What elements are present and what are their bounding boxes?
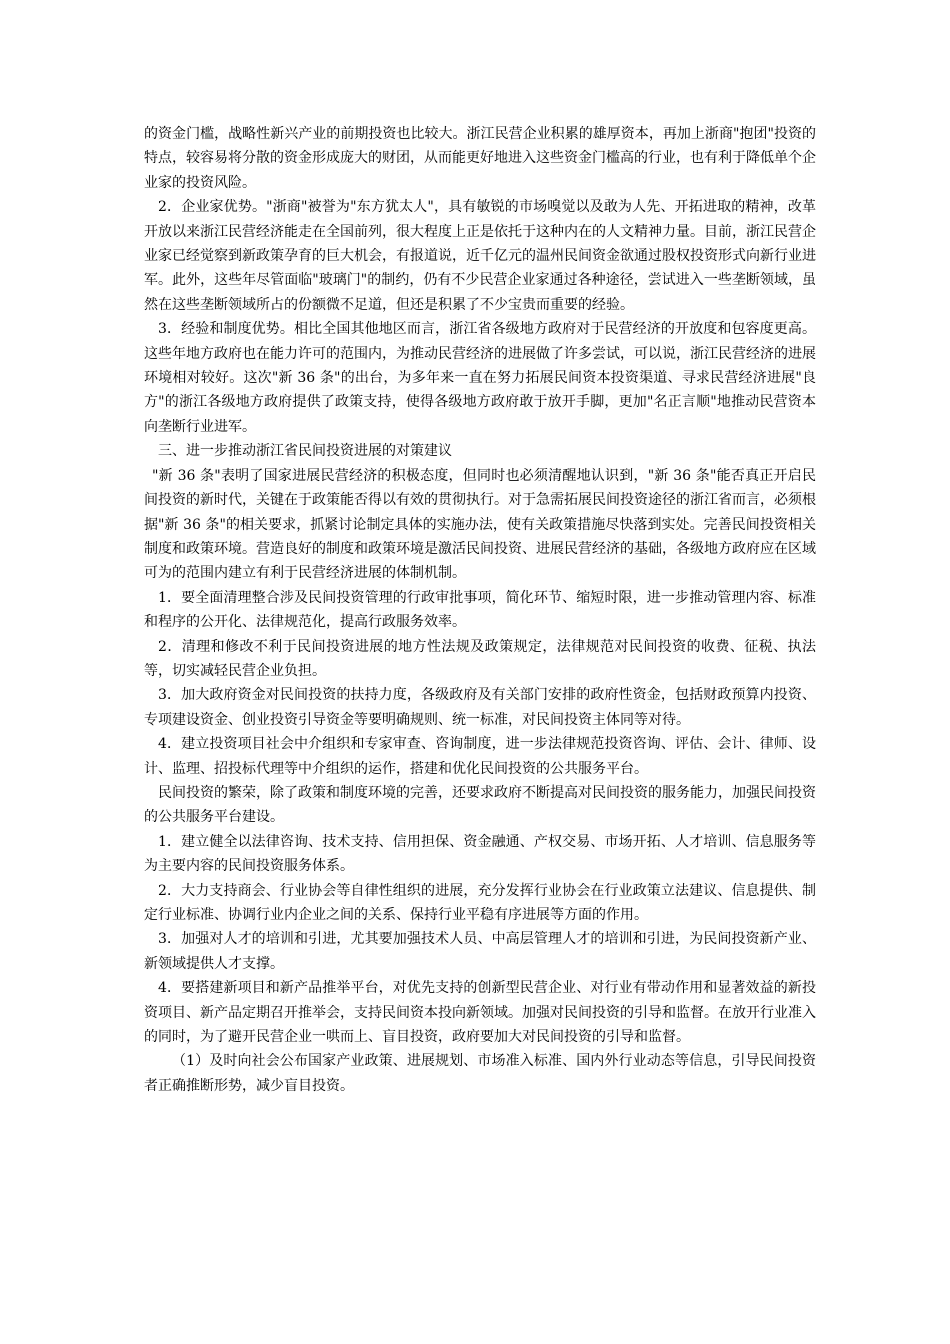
paragraph-service-item-2: 2．大力支持商会、行业协会等自律性组织的进展，充分发挥行业协会在行业政策立法建议、信息提供、制定行业标准、协调行业内企业之间的关系、保持行业平稳有序进展等方面的作用。 <box>144 882 816 923</box>
section-heading: 三、进一步推动浙江省民间投资进展的对策建议 <box>158 443 452 460</box>
paragraph-service-item-1: 1．建立健全以法律咨询、技术支持、信用担保、资金融通、产权交易、市场开拓、人才培训、信息服务等为主要内容的民间投资服务体系。 <box>144 833 816 875</box>
paragraph-item-3: 3．加大政府资金对民间投资的扶持力度，各级政府及有关部门安排的政府性资金，包括财政预算内投资、专项建设资金、创业投资引导资金等要明确规则、统一标准，对民间投资主体同等对待。 <box>144 687 816 728</box>
paragraph-item-2: 2．清理和修改不利于民间投资进展的地方性法规及政策规定，法律规范对民间投资的收费、征税、执法等，切实减轻民营企业负担。 <box>144 638 816 679</box>
paragraph-service-intro: 民间投资的繁荣，除了政策和制度环境的完善，还要求政府不断提高对民间投资的服务能力，加强民间投资的公共服务平台建设。 <box>144 784 816 826</box>
paragraph-continuation: 的资金门槛，战略性新兴产业的前期投资也比较大。浙江民营企业积累的雄厚资本，再加上浙商"抱团"投资的特点，较容易将分散的资金形成庞大的财团，从而能更好地进入这些资金门槛高的行业，也有利于降低单个企业家的投资风险。 <box>144 126 816 191</box>
paragraph-service-item-4: 4．要搭建新项目和新产品推举平台，对优先支持的创新型民营企业、对行业有带动作用和显著效益的新投资项目、新产品定期召开推举会，支持民间资本投向新领域。加强对民间投资的引导和监督。在放开行业准入的同时，为了避开民营企业一哄而上、盲目投资，政府要加大对民间投资的引导和监督。 <box>144 980 816 1046</box>
paragraph-item-4: 4．建立投资项目社会中介组织和专家审查、咨询制度，进一步法律规范投资咨询、评估、会计、律师、设计、监理、招投标代理等中介组织的运作，搭建和优化民间投资的公共服务平台。 <box>144 736 816 777</box>
paragraph-service-item-3: 3．加强对人才的培训和引进，尤其要加强技术人员、中高层管理人才的培训和引进，为民间投资新产业、新领域提供人才支撑。 <box>144 931 816 972</box>
document-body <box>144 122 816 1098</box>
paragraph-subitem-1: （1）及时向社会公布国家产业政策、进展规划、市场准入标准、国内外行业动态等信息，引导民间投资者正确推断形势，减少盲目投资。 <box>144 1053 816 1094</box>
paragraph-entrepreneur-advantage: 2．企业家优势。"浙商"被誉为"东方犹太人"，具有敏锐的市场嗅觉以及敢为人先、开拓进取的精神，改革开放以来浙江民营经济能走在全国前列，很大程度上正是依托于这种内在的人文精神力量。目前，浙江民营企业家已经觉察到新政策孕育的巨大机会，有报道说，近千亿元的温州民间资金欲通过股权投资形式向新行业进军。此外，这些年尽管面临"玻璃门"的制约，仍有不少民营企业家通过各种途径，尝试进入一些垄断领域，虽然在这些垄断领域所占的份额微不足道，但还是积累了不少宝贵而重要的经验。 <box>144 199 816 313</box>
paragraph-experience-advantage: 3．经验和制度优势。相比全国其他地区而言，浙江省各级地方政府对于民营经济的开放度和包容度更高。这些年地方政府也在能力许可的范围内，为推动民营经济的进展做了许多尝试，可以说，浙江民营经济的进展环境相对较好。这次"新 36 条"的出台，为多年来一直在努力拓展民间资本投资渠道、寻求民营经济进展"良方"的浙江各级地方政府提供了政策支持，使得各级地方政府敢于放开手脚，更加"名正言顺"地推动民营资本向垄断行业进军。 <box>144 321 816 435</box>
paragraph-item-1: 1．要全面清理整合涉及民间投资管理的行政审批事项，简化环节、缩短时限，进一步推动管理内容、标准和程序的公开化、法律规范化，提高行政服务效率。 <box>144 589 816 631</box>
paragraph-policy-intro: "新 36 条"表明了国家进展民营经济的积极态度，但同时也必须清醒地认识到，"新 36 条"能否真正开启民间投资的新时代，关键在于政策能否得以有效的贯彻执行。对于急需拓展民间投资途径的浙江省而言，必须根据"新 36 条"的相关要求，抓紧讨论制定具体的实施办法，使有关政策措施尽快落到实处。完善民间投资相关制度和政策环境。营造良好的制度和政策环境是激活民间投资、进展民营经济的基础，各级地方政府应在区域可为的范围内建立有利于民营经济进展的体制机制。 <box>144 467 816 582</box>
